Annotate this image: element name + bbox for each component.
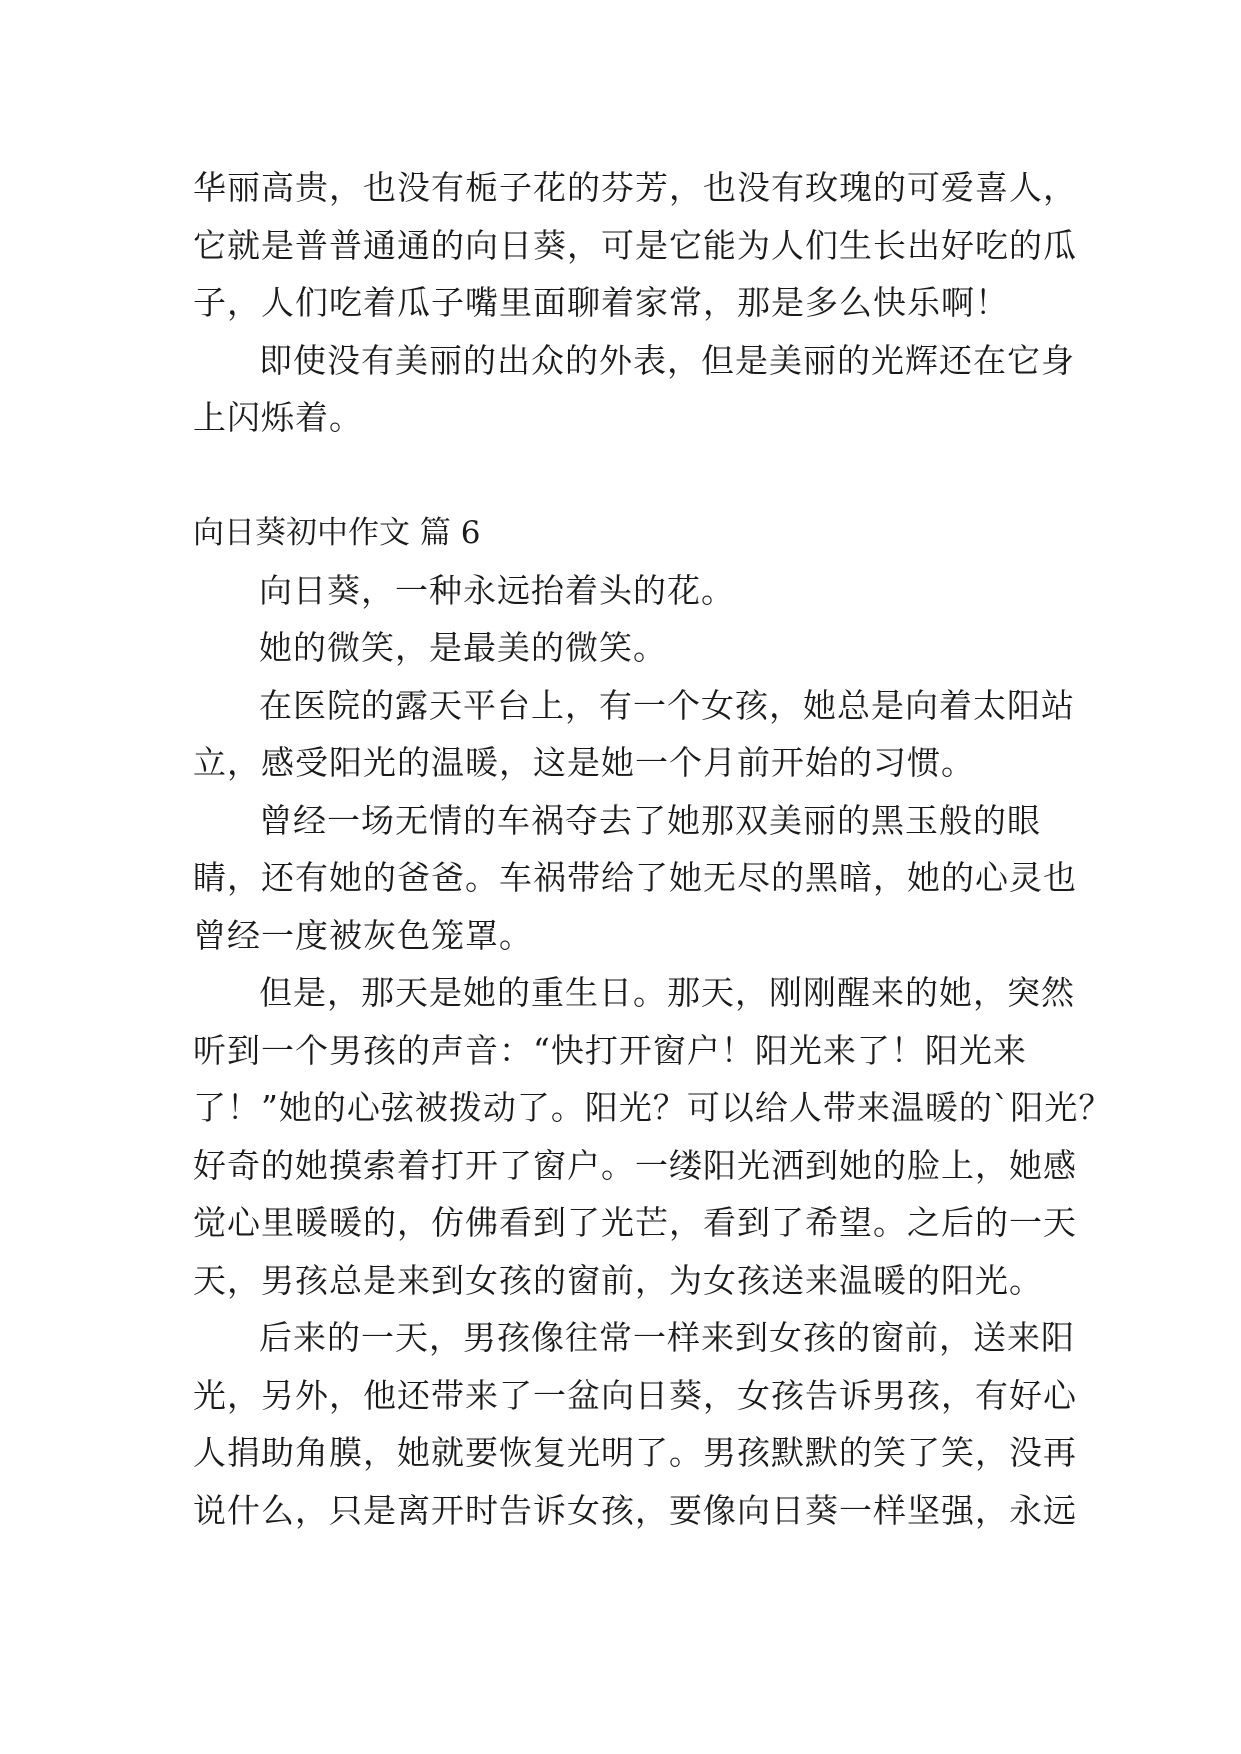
paragraph-line: 曾经一场无情的车祸夺去了她那双美丽的黑玉般的眼 [259,801,1041,840]
paragraph-line: 听到一个男孩的声音：“快打开窗户！阳光来了！阳光来 [193,1031,1027,1070]
paragraph-line: 她的微笑，是最美的微笑。 [259,628,667,667]
paragraph-line: 华丽高贵，也没有栀子花的芬芳，也没有玫瑰的可爱喜人， [193,168,1077,207]
paragraph-line: 子，人们吃着瓜子嘴里面聊着家常，那是多么快乐啊！ [193,283,1009,322]
paragraph-line: 即使没有美丽的出众的外表，但是美丽的光辉还在它身 [259,341,1075,380]
paragraph-line: 在医院的露天平台上，有一个女孩，她总是向着太阳站 [259,686,1075,725]
paragraph-line: 曾经一度被灰色笼罩。 [193,916,533,955]
paragraph-line: 好奇的她摸索着打开了窗户。一缕阳光洒到她的脸上，她感 [193,1146,1077,1185]
section-heading: 向日葵初中作文 篇 6 [193,515,481,551]
paragraph-line: 但是，那天是她的重生日。那天，刚刚醒来的她，突然 [259,973,1075,1012]
paragraph-line: 立，感受阳光的温暖，这是她一个月前开始的习惯。 [193,743,975,782]
paragraph-line: 上闪烁着。 [193,398,363,437]
paragraph-line: 向日葵，一种永远抬着头的花。 [259,571,735,610]
paragraph-line: 说什么，只是离开时告诉女孩，要像向日葵一样坚强，永远 [193,1491,1077,1530]
paragraph-line: 光，另外，他还带来了一盆向日葵，女孩告诉男孩，有好心 [193,1376,1077,1415]
paragraph-line: 了！”她的心弦被拨动了。阳光？可以给人带来温暖的`阳光？ [193,1088,1113,1127]
paragraph-line: 它就是普普通通的向日葵，可是它能为人们生长出好吃的瓜 [193,226,1077,265]
paragraph-line: 后来的一天，男孩像往常一样来到女孩的窗前，送来阳 [259,1318,1075,1357]
paragraph-line: 觉心里暖暖的，仿佛看到了光芒，看到了希望。之后的一天 [193,1203,1077,1242]
paragraph-line: 睛，还有她的爸爸。车祸带给了她无尽的黑暗，她的心灵也 [193,858,1077,897]
paragraph-line: 天，男孩总是来到女孩的窗前，为女孩送来温暖的阳光。 [193,1261,1043,1300]
paragraph-line: 人捐助角膜，她就要恢复光明了。男孩默默的笑了笑，没再 [193,1433,1077,1472]
